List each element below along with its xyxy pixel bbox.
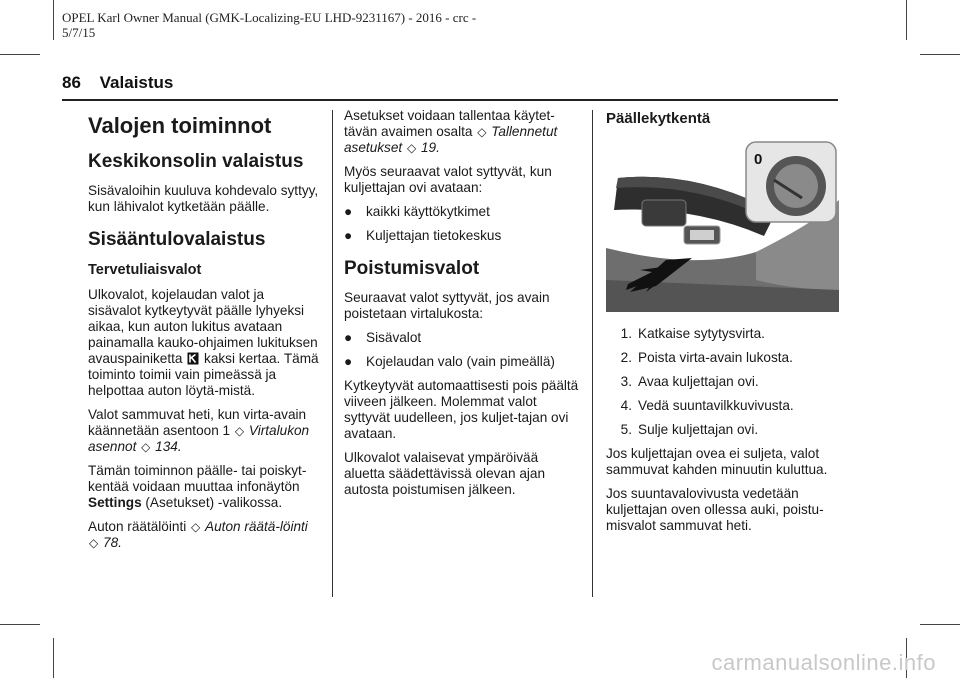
reference-arrow-icon: ◇ xyxy=(141,440,151,454)
section-title: Poistumisvalot xyxy=(344,258,480,279)
subsection-title: Tervetuliaisvalot xyxy=(88,262,202,278)
period: . xyxy=(177,439,182,454)
step-number: 4. xyxy=(620,398,632,413)
list-item-text: kaikki käyttökytkimet xyxy=(366,204,490,219)
text-run: Valot sammuvat heti, kun virta-avain käännetään asentoon 1 xyxy=(88,407,307,438)
reference-arrow-icon: ◇ xyxy=(477,125,487,139)
list-item xyxy=(606,350,844,366)
reference-arrow-icon: ◇ xyxy=(191,520,201,534)
crop-mark xyxy=(53,638,54,678)
list-item xyxy=(344,330,580,346)
document-metadata xyxy=(62,10,476,40)
column-divider xyxy=(332,110,333,597)
column-3 xyxy=(606,108,844,542)
paragraph xyxy=(88,463,320,511)
paragraph xyxy=(88,407,320,455)
text-run: Tämän toiminnon päälle- tai poiskyt-kentää voidaan muuttaa infonäytön xyxy=(88,463,307,494)
cross-reference-link[interactable]: Auton räätä-löinti xyxy=(205,519,308,534)
step-text: Sulje kuljettajan ovi. xyxy=(638,422,759,437)
watermark: carmanualsonline.info xyxy=(711,650,936,675)
paragraph xyxy=(88,287,320,399)
light-switch-stalk-illustration xyxy=(606,140,839,312)
list-item xyxy=(344,354,580,370)
column-divider xyxy=(592,110,593,597)
section-main-title: Valojen toiminnot xyxy=(88,113,272,138)
list-item-text: Kuljettajan tietokeskus xyxy=(366,228,502,243)
paragraph: Jos suuntavalovivusta vedetään kuljettajan oven ollessa auki, poistu-misvalot sammuvat heti. xyxy=(606,486,824,533)
crop-mark xyxy=(906,0,907,40)
list-item-text: Kojelaudan valo (vain pimeällä) xyxy=(366,354,555,369)
page-reference[interactable]: 19 xyxy=(420,140,437,155)
crop-mark xyxy=(920,624,960,625)
paragraph xyxy=(88,519,320,551)
reference-arrow-icon: ◇ xyxy=(406,141,417,155)
paragraph: Kytkeytyvät automaattisesti pois päältä viiveen jälkeen. Molemmat valot syttyvät uudelleen, jos kuljet-tajan ovi avataan. xyxy=(344,378,579,441)
paragraph: Jos kuljettajan ovea ei suljeta, valot sammuvat kahden minuutin kuluttua. xyxy=(606,446,828,477)
section-title: Keskikonsolin valaistus xyxy=(88,151,304,172)
subsection-title: Päällekytkentä xyxy=(606,110,711,127)
page-header xyxy=(62,73,173,93)
crop-mark xyxy=(0,54,40,55)
text-run: (Asetukset) -valikossa. xyxy=(145,495,283,510)
step-text: Poista virta-avain lukosta. xyxy=(638,350,793,365)
chapter-title: Valaistus xyxy=(99,73,174,92)
header-rule xyxy=(62,99,838,101)
list-item xyxy=(606,326,844,342)
step-text: Katkaise sytytysvirta. xyxy=(638,326,765,341)
crop-mark xyxy=(920,54,960,55)
step-text: Avaa kuljettajan ovi. xyxy=(638,374,759,389)
cross-reference-link[interactable]: Virtalukon asennot xyxy=(88,423,310,454)
paragraph xyxy=(344,108,580,156)
paragraph: Seuraavat valot syttyvät, jos avain poistetaan virtalukosta: xyxy=(344,290,550,321)
column-1 xyxy=(88,108,320,559)
list-item xyxy=(344,204,580,220)
paragraph: Sisävaloihin kuuluva kohdevalo syttyy, kun lähivalot kytketään päälle. xyxy=(88,183,319,214)
bullet-icon: ● xyxy=(344,330,353,345)
section-title: Sisääntulovalaistus xyxy=(88,229,266,250)
page-number: 86 xyxy=(62,73,81,92)
paragraph: Ulkovalot valaisevat ympäröivää aluetta säädettävissä olevan ajan autosta poistumisen jälkeen. xyxy=(344,450,546,497)
step-number: 2. xyxy=(620,350,632,365)
reference-arrow-icon: ◇ xyxy=(89,536,99,550)
text-run: Asetukset voidaan tallentaa käytet-tävän avaimen osalta xyxy=(344,108,555,139)
step-text: Vedä suuntavilkkuvivusta. xyxy=(638,398,794,413)
paragraph: Myös seuraavat valot syttyvät, kun kuljettajan ovi avataan: xyxy=(344,164,552,195)
list-item xyxy=(606,422,844,438)
column-2 xyxy=(344,108,580,506)
step-number: 3. xyxy=(620,374,632,389)
step-number: 5. xyxy=(620,422,632,437)
document-id: OPEL Karl Owner Manual (GMK-Localizing-EU LHD-9231167) - 2016 - crc - xyxy=(62,10,477,25)
list-item-text: Sisävalot xyxy=(366,330,422,345)
reference-arrow-icon: ◇ xyxy=(234,424,245,438)
list-item xyxy=(606,374,844,390)
list-item xyxy=(606,398,844,414)
crop-mark xyxy=(0,624,40,625)
period: . xyxy=(436,140,440,155)
settings-label: Settings xyxy=(88,495,142,510)
bullet-icon: ● xyxy=(344,228,353,243)
bullet-icon: ● xyxy=(344,204,353,219)
bullet-icon: ● xyxy=(344,354,353,369)
cross-reference-link[interactable]: Tallennetut asetukset xyxy=(344,124,558,155)
text-run: kaksi kertaa. Tämä toiminto toimii vain pimeässä ja helpottaa auton löytä-mistä. xyxy=(88,351,319,398)
step-number: 1. xyxy=(620,326,632,341)
key-unlock-icon xyxy=(187,352,199,365)
page-reference[interactable]: 78 xyxy=(103,535,119,550)
text-run: Ulkovalot, kojelaudan valot ja sisävalot kytkeytyvät päälle lyhyeksi aikaa, kun auton lukitus avataan painamalla kauko-ohjaimen lukituksen avauspainiketta xyxy=(88,287,318,366)
switch-position-label: 0 xyxy=(754,151,763,168)
document-date: 5/7/15 xyxy=(62,25,96,40)
crop-mark xyxy=(53,0,54,40)
page-reference[interactable]: 134 xyxy=(155,439,178,454)
text-run: Auton räätälöinti xyxy=(88,519,187,534)
period: . xyxy=(118,535,122,550)
step-list xyxy=(606,326,844,438)
list-item xyxy=(344,228,580,244)
